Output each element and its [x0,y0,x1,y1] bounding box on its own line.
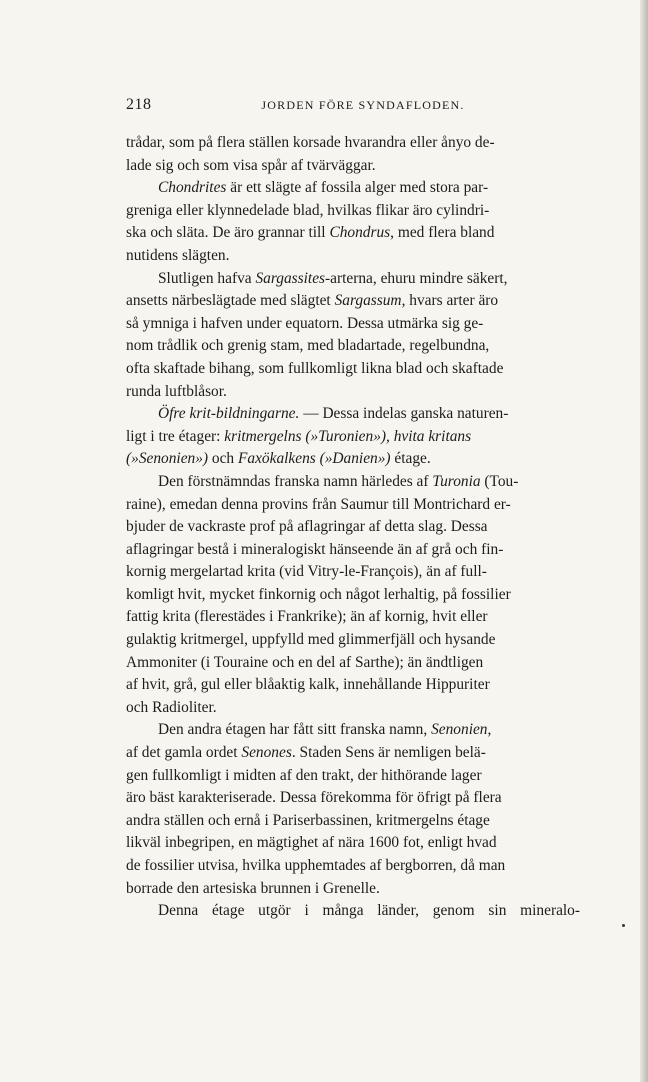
italic-run: Sargassum [334,292,402,310]
text-run: trådar, som på flera ställen korsade hvarandra eller ånyo de- [126,134,495,151]
text-run: är ett slägte af fossila alger med stora par- [226,179,489,197]
text-run: gen fullkomligt i midten af den trakt, der hithörande lager [126,766,482,784]
paragraph [126,403,580,471]
text-run: andra ställen och ernå i Pariserbassinen, kritmergelns étage [126,811,490,829]
paragraph [126,268,580,404]
italic-run: Faxökalkens (»Danien») [237,450,391,468]
paragraph [126,177,580,267]
text-run: så ymniga i hafven under equatorn. Dessa utmärka sig ge- [126,314,484,332]
paragraph [126,900,580,923]
italic-run: Sargassites [255,269,326,287]
text-run: de fossilier utvisa, hvilka upphemtades af bergborren, då man [126,857,506,874]
paper-speck [622,924,625,927]
text-run: fattig krita (flerestädes i Frankrike); än af kornig, hvit eller [126,608,488,626]
text-run: lade sig och som visa spår af tvärväggar. [126,156,376,174]
running-title: JORDEN FÖRE SYNDAFLODEN. [261,98,465,112]
text-run: , hvars arter äro [401,292,499,310]
paragraph [126,132,580,177]
text-run: kornig mergelartad krita (vid Vitry-le-François), än af full- [126,563,487,581]
text-run: Den förstnämndas franska namn härledes af [158,472,433,490]
text-run: aflagringar bestå i mineralogiskt hänseende än af grå och fin- [126,540,504,558]
text-run: bjuder de vackraste prof på aflagringar af detta slag. Dessa [126,518,488,536]
text-run: raine), emedan denna provins från Saumur till Montrichard er- [126,495,511,513]
text-run: och Radioliter. [126,698,217,716]
italic-run: Senones [241,744,292,762]
text-run: likväl inbegripen, en mägtighet af nära 1600 fot, enligt hvad [126,834,497,852]
body-text [126,132,580,923]
text-run: runda luftblåsor. [126,382,227,400]
text-run: ligt i tre étager: [126,427,225,445]
text-run: äro bäst karakteriserade. Dessa förekomma för öfrigt på flera [126,789,502,807]
italic-run: Chondrus [329,224,391,242]
text-run: . Staden Sens är nemligen belä- [291,744,486,762]
text-run: Ammoniter (i Touraine och en del af Sarthe); än ändtligen [126,653,484,671]
text-run: — Dessa indelas ganska naturen- [299,405,509,423]
text-run: étage. [390,450,431,468]
text-run: Slutligen hafva [158,269,256,287]
text-run: (Tou- [480,472,519,490]
text-run: Den andra étagen har fått sitt franska namn, [158,721,432,739]
text-run: , med flera bland [390,224,495,242]
text-run: af hvit, grå, gul eller blåaktig kalk, innehållande Hippuriter [126,676,490,694]
book-page [126,96,580,923]
italic-run: Turonia [432,472,481,490]
page-edge-shadow [640,0,648,1082]
text-run: , [487,721,492,739]
text-run: borrade den artesiska brunnen i Grenelle. [126,879,380,897]
text-run: greniga eller klynnedelade blad, hvilkas flikar äro cylindri- [126,201,490,219]
paragraph [126,719,580,900]
text-run: nom trådlik och grenig stam, med bladartade, regelbundna, [126,337,490,355]
text-run: och [208,450,238,468]
text-run: nutidens slägten. [126,246,230,264]
text-run: ansetts närbeslägtade med slägtet [126,292,335,310]
italic-run: kritmergelns (»Turonien»), hvita kritans [224,427,472,445]
text-run: -arterna, ehuru mindre säkert, [325,269,508,287]
text-run: af det gamla ordet [126,744,242,762]
page-header [126,96,580,122]
text-run: ska och släta. De äro grannar till [126,224,330,242]
text-run: Denna étage utgör i många länder, genom sin mineralo- [158,902,580,920]
italic-run: Chondrites [158,179,227,197]
text-run: ofta skaftade bihang, som fullkomligt likna blad och skaftade [126,359,504,377]
page-number: 218 [126,96,152,113]
paragraph [126,471,580,720]
italic-run: Senonien [431,721,488,739]
text-run: gulaktig kritmergel, uppfylld med glimmerfjäll och hysande [126,631,496,649]
italic-run: (»Senonien») [126,450,209,468]
italic-run: Öfre krit-bildningarne. [158,405,300,423]
text-run: komligt hvit, mycket finkornig och något lerhaltig, på fossilier [126,585,511,603]
